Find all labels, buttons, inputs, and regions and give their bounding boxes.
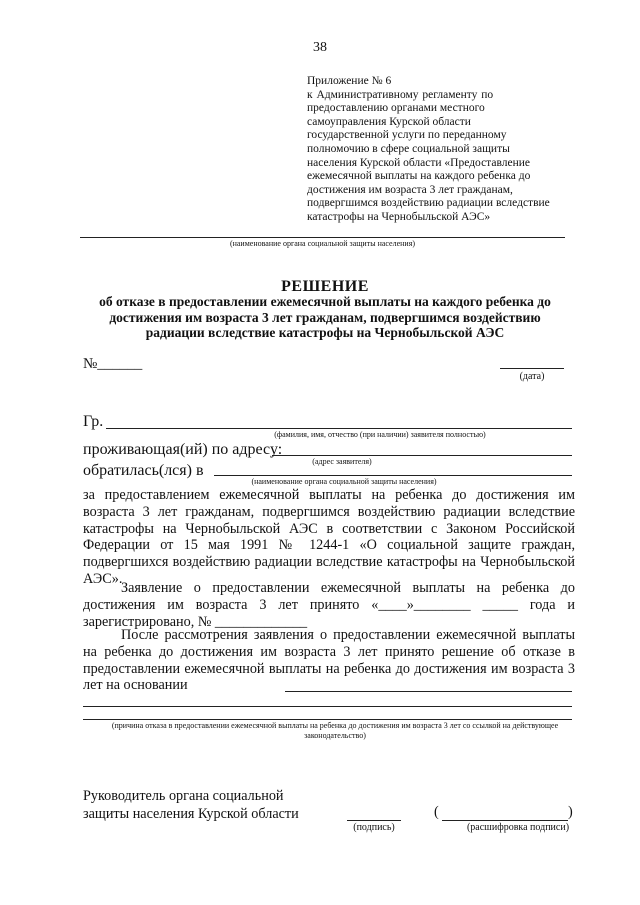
applied-caption: (наименование органа социальной защиты населения) xyxy=(251,477,437,486)
signature-line xyxy=(347,820,401,821)
body-paragraph-2 xyxy=(83,580,575,630)
body-text: за предоставлением ежемесячной выплаты на ребенка до достижения им возраста 3 лет гражданам, подвергшимся воздействию радиации вследствие катастрофы на Чернобыльской АЭС в соответствии с Законом Российской Федерации от 15 мая 1991 № 1244-1 «О социальной защите граждан, подвергшихся воздействию радиации вследствие катастрофы на Чернобыльской АЭС». xyxy=(83,487,575,587)
decoding-caption: (расшифровка подписи) xyxy=(466,822,570,833)
signature-caption: (подпись) xyxy=(353,822,395,833)
appendix-line: полномочию в сфере социальной защиты xyxy=(307,142,510,155)
organ-caption: (наименование органа социальной защиты населения) xyxy=(229,239,416,248)
decoding-line xyxy=(442,820,568,821)
address-line xyxy=(272,455,572,456)
decoding-close-paren: ) xyxy=(568,804,573,820)
reason-line-2 xyxy=(83,706,572,707)
document-subtitle: об отказе в предоставлении ежемесячной выплаты на каждого ребенка до достижения им возраста 3 лет гражданам, подвергшимся воздействию радиации вследствие катастрофы на Чернобыльской АЭС xyxy=(99,294,551,340)
address-caption: (адрес заявителя) xyxy=(312,457,372,466)
date-caption: (дата) xyxy=(519,371,545,382)
body-text: Заявление о предоставлении ежемесячной выплаты на ребенка до достижения им возраста 3 лет принято «____»________ _____ года и зарегистрировано, № _____________ xyxy=(83,580,575,630)
date-line xyxy=(500,368,564,369)
appendix-line: катастрофы на Чернобыльской АЭС» xyxy=(307,210,491,223)
reason-line-1 xyxy=(285,691,572,692)
body-text: После рассмотрения заявления о предоставлении ежемесячной выплаты на ребенка до достижения им возраста 3 лет принято решение об отказе в предоставлении ежемесячной выплаты на ребенка до достижения им возраста 3 лет на основании xyxy=(83,627,575,694)
appendix-line: к Административному регламенту по xyxy=(307,88,494,101)
decoding-open-paren: ( xyxy=(434,804,439,820)
appendix-line: ежемесячной выплаты на каждого ребенка до xyxy=(307,170,531,183)
organ-line xyxy=(80,237,565,238)
body-paragraph-3 xyxy=(83,627,575,694)
appendix-line: предоставлению органами местного xyxy=(307,102,485,115)
signatory-role-line2: защиты населения Курской области xyxy=(83,806,299,822)
address-label: проживающая(ий) по адресу: xyxy=(83,441,283,458)
citizen-caption: (фамилия, имя, отчество (при наличии) заявителя полностью) xyxy=(274,430,486,439)
appendix-line: достижения им возраста 3 лет гражданам, xyxy=(307,183,513,196)
appendix-line: Приложение № 6 xyxy=(307,75,392,87)
reason-caption: (причина отказа в предоставлении ежемесячной выплаты на ребенка до достижения им возраста 3 лет со ссылкой на действующее законодательство) xyxy=(111,721,559,740)
applied-label: обратилась(лся) в xyxy=(83,462,204,479)
body-paragraph-1 xyxy=(83,487,575,588)
appendix-line: подвергшимся воздействию радиации вследствие xyxy=(307,197,550,210)
reason-line-3 xyxy=(83,719,572,720)
citizen-label: Гр. xyxy=(83,413,104,430)
appendix-line: населения Курской области «Предоставление xyxy=(307,156,530,169)
applied-line xyxy=(214,475,572,476)
page-number: 38 xyxy=(313,40,327,55)
document-title: РЕШЕНИЕ xyxy=(281,278,369,295)
signatory-role-line1: Руководитель органа социальной xyxy=(83,788,284,804)
appendix-line: государственной услуги по переданному xyxy=(307,129,507,142)
citizen-line xyxy=(106,428,572,429)
appendix-block xyxy=(307,75,550,225)
appendix-line: самоуправления Курской области xyxy=(307,115,471,128)
decision-number: №______ xyxy=(83,356,143,372)
